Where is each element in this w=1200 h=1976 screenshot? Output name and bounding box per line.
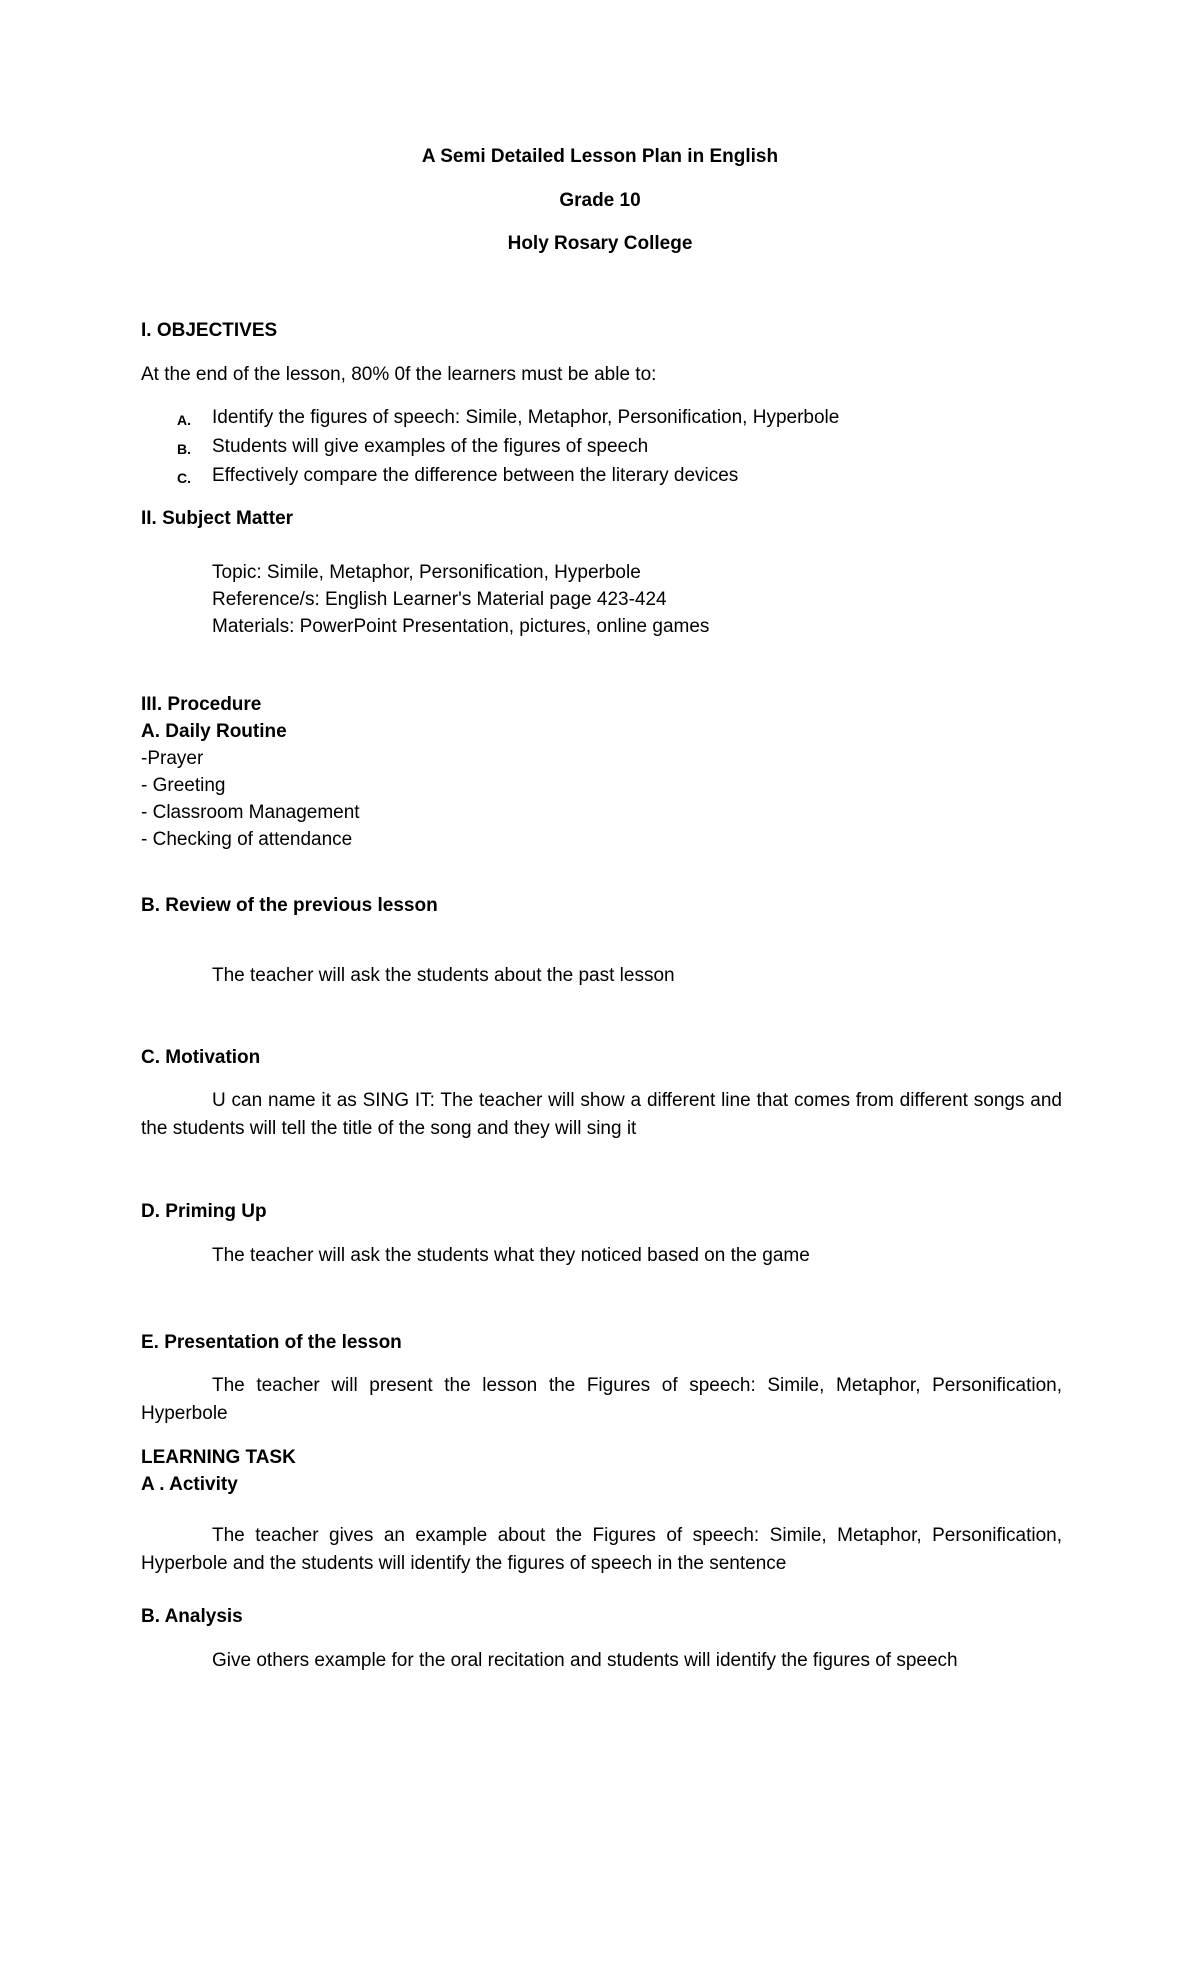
document-title: A Semi Detailed Lesson Plan in English (421, 146, 779, 167)
objective-item-c: Effectively compare the difference between the literary devices (212, 465, 739, 486)
review-text: The teacher will ask the students about the past lesson (212, 965, 675, 986)
activity-text: The teacher gives an example about the Figures of speech: Simile, Metaphor, Personification, Hyperbole and the students will identify the figures of speech in the sentence (141, 1525, 1062, 1574)
subject-matter-heading: II. Subject Matter (141, 508, 294, 529)
objective-label-a: A. (177, 412, 191, 428)
subject-materials: Materials: PowerPoint Presentation, pictures, online games (212, 616, 710, 637)
routine-item: - Checking of attendance (141, 829, 353, 850)
daily-routine-heading: A. Daily Routine (141, 721, 287, 742)
objective-item-a: Identify the figures of speech: Simile, Metaphor, Personification, Hyperbole (212, 407, 840, 428)
presentation-text: The teacher will present the lesson the Figures of speech: Simile, Metaphor, Personification, Hyperbole (141, 1375, 1062, 1424)
presentation-heading: E. Presentation of the lesson (141, 1332, 402, 1353)
procedure-heading: III. Procedure (141, 694, 262, 715)
subject-topic: Topic: Simile, Metaphor, Personification, Hyperbole (212, 562, 641, 583)
grade-level: Grade 10 (559, 190, 641, 211)
objective-label-c: C. (177, 470, 191, 486)
learning-task-heading: LEARNING TASK (141, 1447, 296, 1468)
objective-item-b: Students will give examples of the figures of speech (212, 436, 649, 457)
objectives-intro: At the end of the lesson, 80% 0f the learners must be able to: (141, 364, 657, 385)
activity-heading: A . Activity (141, 1474, 238, 1495)
analysis-text: Give others example for the oral recitation and students will identify the figures of speech (212, 1650, 958, 1671)
school-name: Holy Rosary College (507, 233, 693, 254)
priming-up-heading: D. Priming Up (141, 1201, 267, 1222)
motivation-text: U can name it as SING IT: The teacher will show a different line that comes from different songs and the students will tell the title of the song and they will sing it (141, 1090, 1062, 1139)
analysis-heading: B. Analysis (141, 1606, 243, 1627)
objectives-heading: I. OBJECTIVES (141, 320, 278, 341)
review-heading: B. Review of the previous lesson (141, 895, 438, 916)
routine-item: -Prayer (141, 748, 204, 769)
objective-label-b: B. (177, 441, 191, 457)
motivation-heading: C. Motivation (141, 1047, 261, 1068)
subject-reference: Reference/s: English Learner's Material page 423-424 (212, 589, 667, 610)
priming-up-text: The teacher will ask the students what they noticed based on the game (212, 1245, 810, 1266)
routine-item: - Greeting (141, 775, 226, 796)
routine-item: - Classroom Management (141, 802, 360, 823)
